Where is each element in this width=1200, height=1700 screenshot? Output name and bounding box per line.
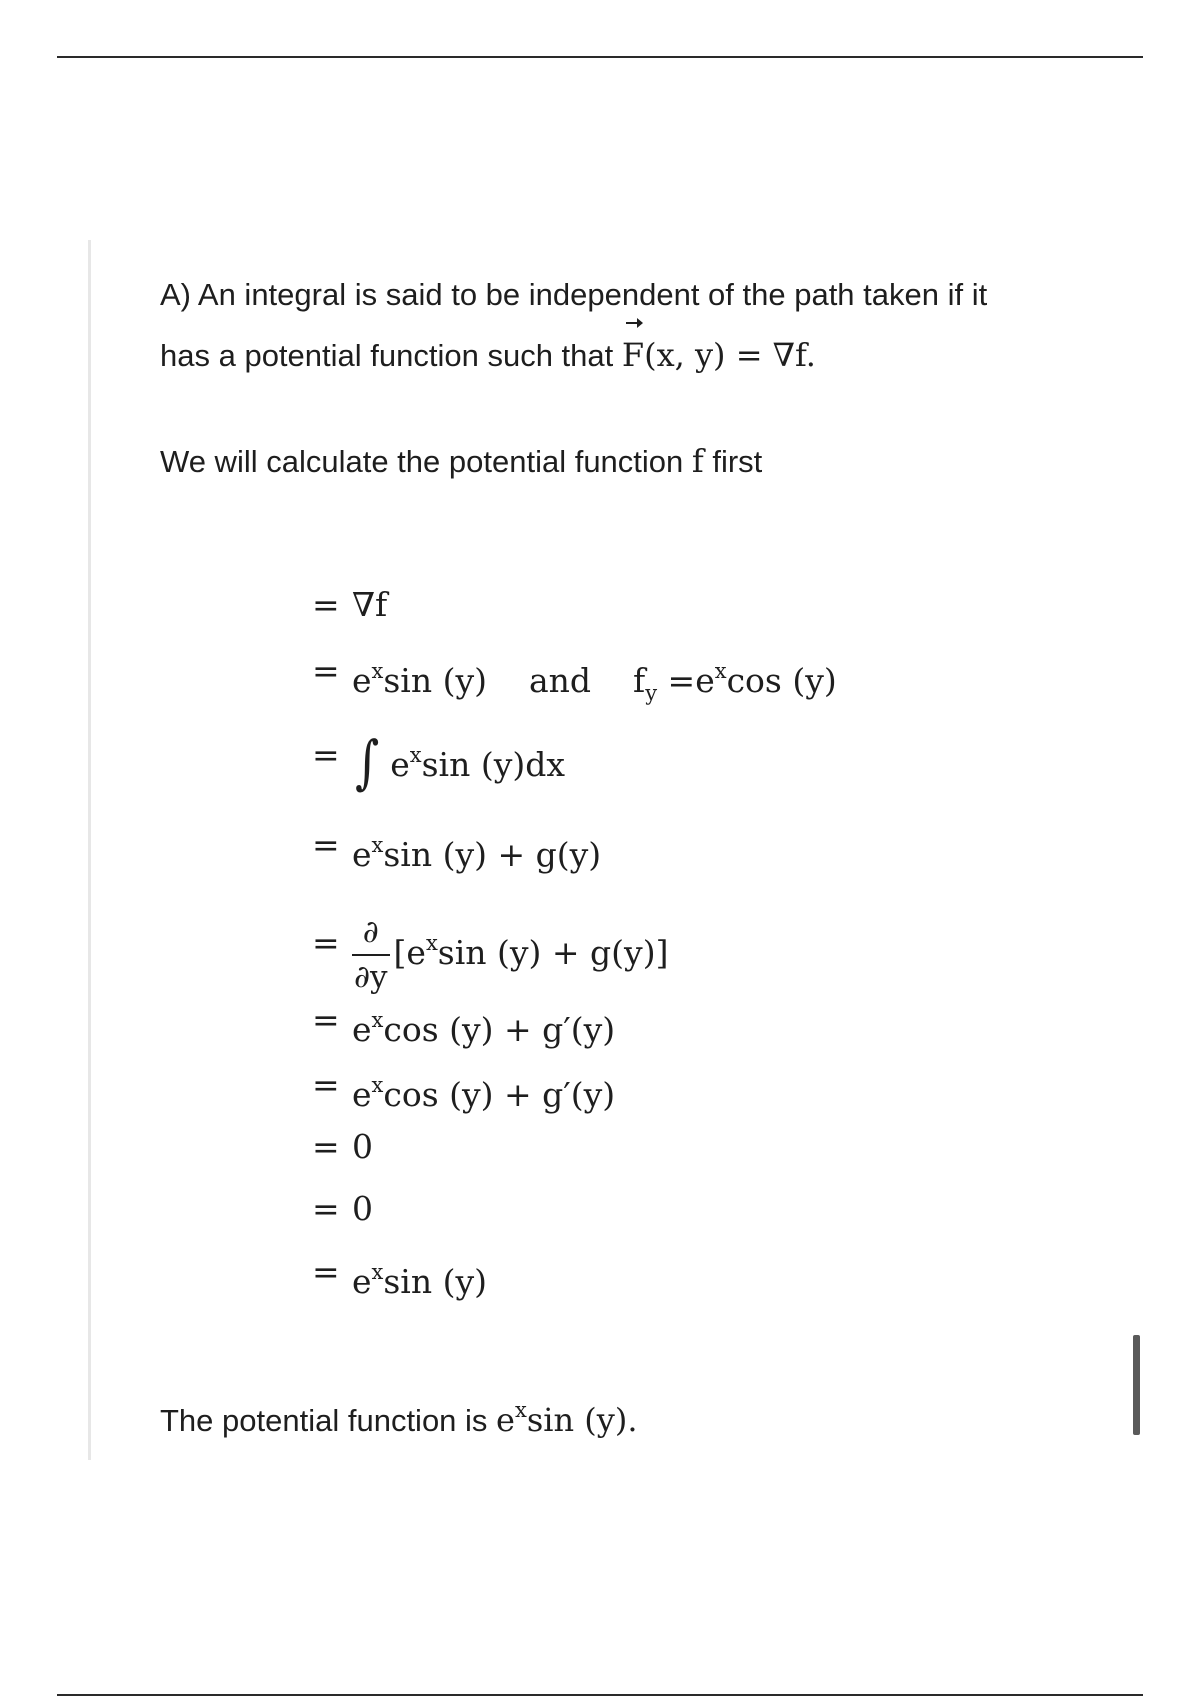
- intro-line-2-text: has a potential function such that: [160, 338, 622, 373]
- derivation-equals: =: [312, 1065, 340, 1104]
- derivation-rhs: $e^x\cos$ (y) + g′(y): [352, 1073, 616, 1114]
- derivation-rhs: $e^x\cos$ (y) + g′(y): [352, 1008, 616, 1049]
- intro-formula: F(x, y) = ∇f.: [622, 336, 816, 374]
- intro-line-2: [160, 325, 987, 386]
- top-rule: [57, 56, 1143, 58]
- integral-sign-icon: ∫: [355, 728, 380, 796]
- derivation-rhs: ∇f: [352, 585, 388, 624]
- step-intro: [160, 431, 762, 492]
- derivation-equals: =: [312, 1127, 340, 1166]
- bottom-rule: [57, 1694, 1143, 1696]
- derivation-equals: =: [312, 651, 340, 690]
- conclusion-paragraph: [160, 1380, 637, 1451]
- vector-arrow-icon: F: [622, 325, 644, 385]
- derivation-rhs: $\frac{\partial}{\partial y}$ [$e^x\sin$ (y) + g(y)]: [354, 914, 669, 995]
- derivation-rhs: 0: [352, 1127, 373, 1166]
- conclusion-math: $e^x\sin$ (y).: [496, 1398, 638, 1439]
- step-intro-text: We will calculate the potential function: [160, 444, 692, 479]
- derivation-equals: =: [312, 1252, 340, 1291]
- derivation-equals: =: [312, 923, 340, 962]
- derivation-equals: =: [312, 735, 340, 774]
- derivation-rhs: 0: [352, 1189, 373, 1228]
- derivation-equals: =: [312, 825, 340, 864]
- derivation-equals: =: [312, 585, 340, 624]
- step-intro-text-end: first: [703, 444, 763, 479]
- derivation-rhs: ∫ $e^x\sin$ (y)dx: [355, 728, 565, 796]
- partial-derivative-fraction: $\frac{\partial}{\partial y}$: [354, 914, 388, 995]
- derivation-rhs: $e^x\sin$ (y) + g(y): [352, 833, 602, 874]
- intro-paragraph: [160, 265, 987, 386]
- intro-line-1: A) An integral is said to be independent of the path taken if it: [160, 277, 988, 312]
- derivation-equals: =: [312, 1000, 340, 1039]
- step-intro-math: f: [691, 442, 704, 480]
- derivation-rhs: $e^x\sin$ (y): [352, 1260, 487, 1301]
- derivation-rhs: $e^x\sin$ (y) and $f_y =e^x\cos$ (y): [352, 659, 837, 705]
- derivation-equals: =: [312, 1189, 340, 1228]
- conclusion-text: The potential function is: [160, 1403, 497, 1438]
- content-left-border: [88, 240, 91, 1460]
- scrollbar-thumb[interactable]: [1133, 1335, 1140, 1435]
